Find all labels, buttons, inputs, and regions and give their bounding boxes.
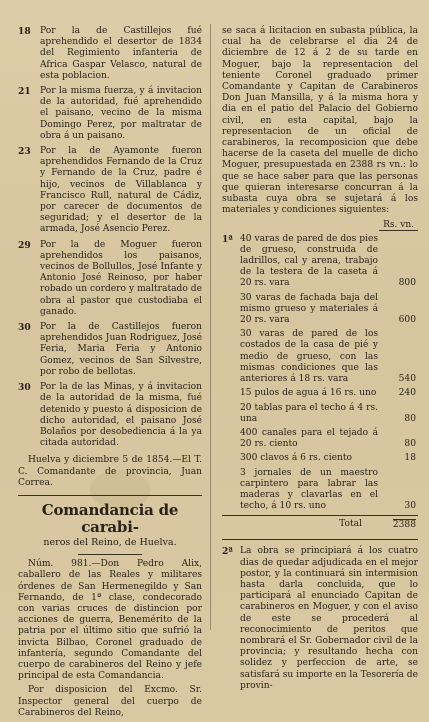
entry-text: Por la de Castillejos fué aprehendido el desertor de 1834 del Regimiento infanteria de Africa Gaspar Velasco, natural de esta poblacion. bbox=[40, 26, 202, 81]
budget-item bbox=[222, 403, 418, 425]
budget-item bbox=[222, 468, 418, 513]
entry-day: 23 bbox=[18, 146, 31, 158]
report-entry bbox=[18, 382, 202, 449]
budget-item bbox=[222, 234, 418, 290]
condition-paragraph bbox=[222, 546, 418, 692]
entry-text: Por la de las Minas, y á invitacion de la autoridad de la misma, fué detenido y puesto á disposicion de dicho autoridad, el paisano José Bolaños por desobediencia á la ya citada autoridad. bbox=[40, 382, 202, 449]
report-entry bbox=[18, 240, 202, 318]
item-amount: 240 bbox=[398, 388, 416, 399]
report-entry bbox=[18, 26, 202, 82]
total-divider bbox=[222, 539, 418, 540]
entry-text: Por la misma fuerza, y á invitacion de la autoridad, fué aprehendido el paisano, vecino de la misma Domingo Perez, por maltratar de obra á un paisano. bbox=[40, 86, 202, 141]
item-amount: 540 bbox=[398, 374, 416, 385]
column-divider bbox=[210, 24, 211, 630]
section-subheading: neros del Reino, de Huelva. bbox=[43, 536, 177, 548]
entry-text: Por la de Ayamonte fueron aprehendidos Fernando de la Cruz y Fernando de la Cruz, padre é hijo, vecinos de Villablanca y Francisco Rull, natural de Cádiz, por carecer de documentos de seguridad; y el desertor de la armada, José Asencio Perez. bbox=[40, 146, 202, 235]
item-text: 20 tablas para el techo á 4 rs. una bbox=[240, 402, 378, 424]
notice-paragraph-2: Por disposicion del Excmo. Sr. Inspector general del cuerpo de Carabineros del Reino, bbox=[18, 685, 202, 718]
item-text: 300 clavos á 6 rs. ciento bbox=[240, 453, 352, 464]
condition-text: La obra se principiará á los cuatro dias de quedar adjudicada en el mejor postor, y la continuará sin intermision hasta darla concluida, que lo participará al enunciado Capitan de carabineros en Moguer, y con el aviso de este se procederá al reconocimiento de peritos que nombrará el Sr. Gobernador civil de la provincia; y resultando hecha con solidez y perfeccion de arte, se satisfará su importe en la Tesorería de provin- bbox=[240, 546, 419, 691]
entry-day: 18 bbox=[18, 26, 31, 37]
total-amount: 2388 bbox=[392, 520, 416, 531]
entry-day: 30 bbox=[18, 382, 31, 394]
section-heading: Comandancia de carabi- bbox=[41, 500, 179, 536]
notice-paragraph: Núm. 981.—Don Pedro Alix, caballero de las Reales y militares órdenes de San Hermenegildo y San Fernando, de 1ª clase, condecorado con varias cruces de distincion por acciones de guerra, Benemérito de la patria por el último sitio que sufrió la invicta Bilbao, Coronel graduado de infantería, segundo Comandante del cuerpo de carabineros del Reino y jefe principal de esta Comandancia. bbox=[18, 559, 202, 682]
budget-item bbox=[222, 388, 418, 399]
amount-column-header bbox=[222, 220, 418, 231]
item-amount: 800 bbox=[398, 278, 416, 289]
item-text: 400 canales para el tejado á 20 rs. ciento bbox=[240, 427, 378, 450]
item-amount: 18 bbox=[404, 453, 416, 464]
entry-day: 21 bbox=[18, 86, 31, 98]
item-amount: 80 bbox=[404, 413, 416, 424]
item-text: 30 varas de fachada baja del mismo grueso y materiales á 20 rs. vara bbox=[240, 292, 378, 326]
item-text: 15 pulos de agua á 16 rs. uno bbox=[240, 388, 377, 399]
entry-text: Por la de Castillejos fueron aprehendidos Juan Rodriguez, José Feria, Maria Feria y Antonio Gomez, vecinos de San Silvestre, por robo de bellotas. bbox=[40, 322, 202, 377]
item-amount: 30 bbox=[404, 501, 416, 512]
budget-item bbox=[222, 453, 418, 464]
condition-bullet: 2ª bbox=[222, 546, 233, 558]
report-entry bbox=[18, 146, 202, 236]
budget-item bbox=[222, 293, 418, 327]
entry-text: Por la de Moguer fueron aprehendidos los paisanos, vecinos de Bollullos, José Infante y Antonio José Reinoso, por haber robado un cordero y maltratado de obra al pastor que custodiaba el ganado. bbox=[40, 239, 202, 317]
item-text: 40 varas de pared de dos pies de grueso, construida de ladrillos, cal y arena, trabajo de la testera de la caseta á 20 rs. vara bbox=[240, 233, 378, 289]
item-text: 3 jornales de un maestro carpintero para labrar las maderas y clavarlas en el techo, á 10 rs. uno bbox=[240, 467, 378, 512]
budget-item bbox=[222, 329, 418, 385]
item-bullet: 1ª bbox=[222, 233, 233, 245]
item-amount: 80 bbox=[404, 439, 416, 450]
left-column bbox=[18, 26, 202, 722]
budget-total bbox=[222, 515, 418, 533]
signature-line: Huelva y diciembre 5 de 1854.—El T. C. Comandante de provincia, Juan Correa. bbox=[18, 455, 202, 488]
auction-intro: se saca á licitacion en subasta pública, la cual ha de celebrarse el dia 24 de diciembre de 12 á 2 de su tarde en Moguer, bajo la representacion del teniente Coronel graduado primer Comandante y Capitan de Carabineros Don Juan Mansilla, y á la misma hora y dia en el patio del Palacio del Gobierno civil, en esta capital, bajo la representacion de un oficial de carabineros, la recomposicion que debe hacerse de la caseta del muelle de dicho Moguer, presupuestada en 2388 rs vn.: lo que se hace saber para que las personas que quieran interesarse concurran á la subasta cuya obra se sujetará á los materiales y condiciones siguientes: bbox=[222, 26, 418, 216]
budget-item bbox=[222, 428, 418, 450]
entry-day: 30 bbox=[18, 322, 31, 334]
item-amount: 600 bbox=[398, 315, 416, 326]
item-text: 30 varas de pared de los costados de la casa de pié y medio de grueso, con las mismas condiciones que las anteriores á 18 rs. vara bbox=[240, 329, 378, 385]
total-label: Total bbox=[339, 519, 362, 530]
report-entry bbox=[18, 86, 202, 142]
currency-label: Rs. vn. bbox=[379, 220, 418, 231]
report-entry bbox=[18, 322, 202, 378]
right-column bbox=[222, 26, 418, 695]
heading-rule bbox=[78, 554, 142, 555]
entry-day: 29 bbox=[18, 239, 31, 251]
section-divider bbox=[18, 495, 202, 496]
